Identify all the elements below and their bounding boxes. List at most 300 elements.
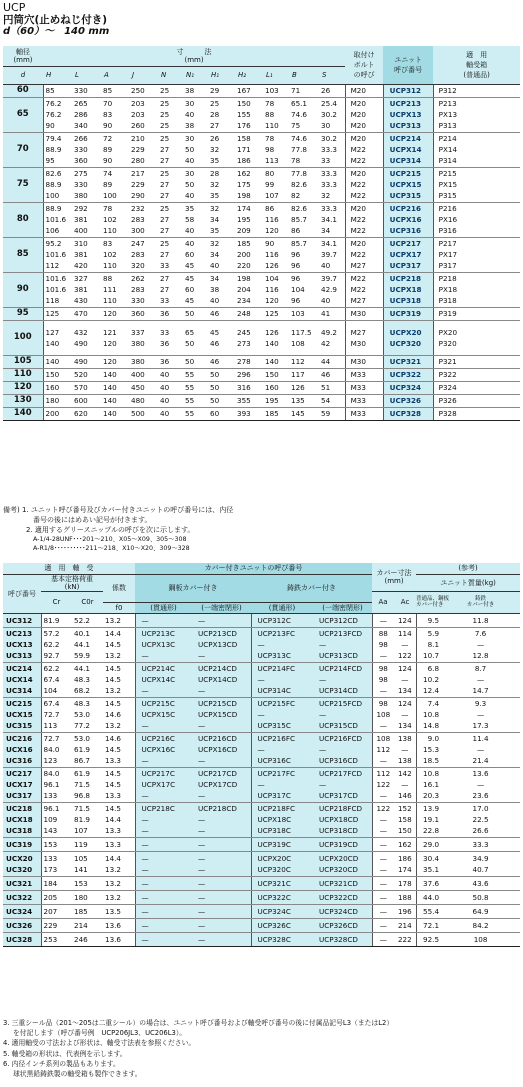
cell: M30	[345, 307, 383, 320]
cell: UCP218C — —	[135, 802, 192, 837]
bearing-no-cell: UC216 UCX16 UC316	[3, 732, 41, 767]
bearing-no-cell: UC213 UCX13 UC313	[3, 627, 41, 662]
cell: M33	[345, 368, 383, 381]
cell: 432 490	[72, 320, 101, 355]
cell: 13.2	[103, 613, 135, 627]
shaft-dia: 95	[3, 307, 43, 320]
box-cell: P215 PX15 P315	[433, 167, 520, 202]
table-row	[3, 918, 520, 932]
cell: 37.6	[416, 876, 441, 890]
cell: —	[192, 918, 251, 932]
page-header	[3, 2, 520, 38]
table-row	[3, 97, 520, 132]
cell: —	[372, 918, 394, 932]
table-row	[3, 381, 520, 394]
cell: 330	[72, 84, 101, 97]
cor-header: C0r	[72, 591, 103, 613]
cell: UCP319C	[251, 837, 313, 851]
dim-symbol-6: N₁	[183, 66, 208, 84]
cell: 140	[263, 355, 289, 368]
cell: 72.7 84.0 123	[41, 732, 72, 767]
cell: 40	[158, 407, 183, 420]
shaft-dia: 100	[3, 320, 43, 355]
cell: 112	[289, 355, 319, 368]
cell: —	[135, 932, 192, 946]
cell: 6.8 10.2 12.4	[416, 662, 441, 697]
bolt-header: 取付け ボルト の呼び	[345, 46, 383, 84]
cell: 40	[158, 394, 183, 407]
cell: UCPX20CD UCP320CD	[313, 851, 372, 876]
cell: 7.6 — 12.8	[441, 627, 520, 662]
cell: M33	[345, 407, 383, 420]
cell: 205	[41, 890, 72, 904]
cell: —	[192, 837, 251, 851]
cell: 88 111 110	[101, 272, 129, 307]
unit-no-cell: UCP215 UCPX15 UCP315	[383, 167, 433, 202]
table-row	[3, 84, 520, 97]
table-row	[3, 802, 520, 837]
cell: UCP218FC UCPX18C UCP318C	[251, 802, 313, 837]
cell: 55	[183, 368, 208, 381]
cell: 45 60 45	[183, 272, 208, 307]
cell: —	[192, 613, 251, 627]
cell: 78 88 110	[263, 97, 289, 132]
cell: 26	[319, 84, 345, 97]
cell: 185	[72, 904, 103, 918]
cell: 60	[208, 407, 235, 420]
unit-no-cell: UCP319	[383, 307, 433, 320]
shaft-dia: 85	[3, 237, 43, 272]
dim-symbol-9: L₁	[263, 66, 289, 84]
cell: 140	[101, 394, 129, 407]
dim-symbol-4: J	[129, 66, 158, 84]
dimension-table	[3, 46, 520, 421]
box-cell: P324	[433, 381, 520, 394]
dim-symbol-10: B	[289, 66, 319, 84]
cell: 33 36	[158, 320, 183, 355]
cell: 185	[263, 407, 289, 420]
cell: 17.0 22.5 26.6	[441, 802, 520, 837]
ac-header: Ac	[394, 591, 416, 613]
box-cell: P216 PX16 P316	[433, 202, 520, 237]
cell: UCP213FCD — UCP313CD	[313, 627, 372, 662]
note-line: 3. 三重シール品（201～205は二重シール）の場合は、ユニット呼び番号および軸受呼び番号の後に付属品記号L3（またはL2）	[3, 1019, 394, 1027]
cell: —	[372, 613, 394, 627]
cell: 84.2	[441, 918, 520, 932]
unit-no-cell: UCP326	[383, 394, 433, 407]
cell: 25 27 27	[158, 202, 183, 237]
cell: 103	[263, 84, 289, 97]
table-row	[3, 851, 520, 876]
cell: 125	[263, 307, 289, 320]
cell: 43.6	[441, 876, 520, 890]
table-row	[3, 932, 520, 946]
cell: 520	[72, 368, 101, 381]
cell: — —	[135, 851, 192, 876]
cell: 158 171 186	[235, 132, 263, 167]
box-cell: P321	[433, 355, 520, 368]
cell: 105 141	[72, 851, 103, 876]
table-row	[3, 627, 520, 662]
cr-header: Cr	[41, 591, 72, 613]
cell: —	[192, 890, 251, 904]
cell: 65 50	[183, 320, 208, 355]
cell: 133 173	[41, 851, 72, 876]
f0-header: f0	[103, 602, 135, 613]
cell: 160	[43, 381, 72, 394]
bearing-no-cell: UC328	[3, 932, 41, 946]
cell: 620	[72, 407, 101, 420]
cell: 28 32 35	[208, 167, 235, 202]
cell: 84.0 96.1 133	[41, 767, 72, 802]
shaft-dia: 110	[3, 368, 43, 381]
cell: —	[135, 918, 192, 932]
cell: 83 102 110	[101, 237, 129, 272]
cell: UCP214CD UCPX14CD —	[192, 662, 251, 697]
cell: 150 155 176	[235, 97, 263, 132]
bearing-no-cell: UC312	[3, 613, 41, 627]
cell: —	[372, 890, 394, 904]
cell: 44	[319, 355, 345, 368]
cell: 36	[158, 355, 183, 368]
cell: 32 34 40	[208, 237, 235, 272]
cell: 55	[183, 407, 208, 420]
cell: UCP216FCD — UCP316CD	[313, 732, 372, 767]
cell: 13.6 — 23.6	[441, 767, 520, 802]
cell: 96.1 109 143	[41, 802, 72, 837]
cell: 14.5 14.5 13.2	[103, 662, 135, 697]
note-line: 5. 軸受箱の形状は、代表例を示します。	[3, 1049, 127, 1058]
cell: 25 25 25	[158, 97, 183, 132]
cell: 32 34 35	[208, 202, 235, 237]
cell: UCP322CD	[313, 890, 372, 904]
cell: 203 203 260	[129, 97, 158, 132]
cast-cover-header: 鋳鉄カバー付き	[251, 574, 372, 602]
cell: 10.8 16.1 20.3	[416, 767, 441, 802]
bearing-no-cell: UCX20 UC320	[3, 851, 41, 876]
cell: 480	[129, 394, 158, 407]
cell: 45 46	[208, 320, 235, 355]
box-cell: P328	[433, 407, 520, 420]
cell: UCP215CD UCPX15CD —	[192, 697, 251, 732]
cell: 71	[289, 84, 319, 97]
cell: 82.6 88.9 100	[43, 167, 72, 202]
table-row	[3, 732, 520, 767]
cell: 160	[263, 381, 289, 394]
cell: 178	[394, 876, 416, 890]
cell: 46	[319, 368, 345, 381]
cell: 222	[394, 932, 416, 946]
cell: M30	[345, 355, 383, 368]
cell: 27 27 33	[158, 272, 183, 307]
cell: UCP321C	[251, 876, 313, 890]
cell: 59	[319, 407, 345, 420]
cell: 11.4 — 21.4	[441, 732, 520, 767]
cell: 78 98 113	[263, 132, 289, 167]
shaft-dia: 140	[3, 407, 43, 420]
cell: 490	[72, 355, 101, 368]
cell: UCP217FC — UCP317C	[251, 767, 313, 802]
note-line: 球状黒鉛鋳鉄製の軸受箱も製作できます。	[13, 1070, 142, 1079]
bearing-no-header: 呼び番号	[3, 574, 41, 613]
shaft-dia: 120	[3, 381, 43, 394]
shaft-dia: 130	[3, 394, 43, 407]
table-row	[3, 613, 520, 627]
closed-header-2: (一端密閉形)	[313, 602, 372, 613]
note-line: 4. 適用軸受の寸法および形状は、軸受寸法表を参照ください。	[3, 1039, 196, 1048]
cell: 26 32 35	[208, 132, 235, 167]
cell: 34.1 39.7 40	[319, 237, 345, 272]
cell: 7.4 10.8 14.8	[416, 697, 441, 732]
cell: 9.0 15.3 18.5	[416, 732, 441, 767]
cell: 40	[158, 381, 183, 394]
unit-no-cell: UCP213 UCPX13 UCP313	[383, 97, 433, 132]
cell: —	[192, 932, 251, 946]
cell: 296	[235, 368, 263, 381]
cell: 13.2	[103, 876, 135, 890]
unit-no-cell: UCP217 UCPX17 UCP317	[383, 237, 433, 272]
cell: M20 M22 M22	[345, 167, 383, 202]
cell: 81.9	[41, 613, 72, 627]
cell: 78 102 110	[101, 202, 129, 237]
cell: 50	[183, 355, 208, 368]
cell: 246	[72, 932, 103, 946]
cell: M20 M22 M22	[345, 202, 383, 237]
box-cell: P218 PX18 P318	[433, 272, 520, 307]
cell: 262 283 330	[129, 272, 158, 307]
cell: M20 M22 M22	[345, 132, 383, 167]
cell: 85	[43, 84, 72, 97]
table-row	[3, 697, 520, 732]
shaft-dia: 65	[3, 97, 43, 132]
box-cell: P326	[433, 394, 520, 407]
cell: 153	[41, 837, 72, 851]
cell: 9.5	[416, 613, 441, 627]
cell: 124	[394, 613, 416, 627]
cell: 127 140	[43, 320, 72, 355]
cell: M22 M22 M27	[345, 272, 383, 307]
cell: 196	[394, 904, 416, 918]
cell: 13.3	[103, 837, 135, 851]
cell: 30 40 38	[183, 97, 208, 132]
cell: UCP213C UCPX13C —	[135, 627, 192, 662]
dim-symbol-7: H₁	[208, 66, 235, 84]
cell: 142 — 146	[394, 767, 416, 802]
bearing-no-cell: UC217 UCX17 UC317	[3, 767, 41, 802]
cell: 104 116 120	[263, 272, 289, 307]
cell: 180	[43, 394, 72, 407]
cell: M33	[345, 394, 383, 407]
cell: 74.6 77.8 78	[289, 132, 319, 167]
cell: 162	[394, 837, 416, 851]
cell: UCP216CD UCPX16CD —	[192, 732, 251, 767]
table-row	[3, 368, 520, 381]
cell: UCP217CD UCPX17CD —	[192, 767, 251, 802]
cell: 500	[129, 407, 158, 420]
cell: 9.3 — 17.3	[441, 697, 520, 732]
table-row	[3, 407, 520, 420]
unit-no-cell: UCP216 UCPX16 UCP316	[383, 202, 433, 237]
cell: 247 283 320	[129, 237, 158, 272]
cell: 13.6	[103, 918, 135, 932]
series-code: UCP	[3, 1, 26, 14]
load-header: 基本定格荷重 (kN)	[41, 574, 103, 591]
cell: 92.5	[416, 932, 441, 946]
cell: 76.2 76.2 90	[43, 97, 72, 132]
box-header: 適 用 軸受箱 (普通品)	[433, 46, 520, 84]
cell: 14.4 14.5 13.2	[103, 627, 135, 662]
cell: 126 140	[263, 320, 289, 355]
cell: UCP213CD UCPX13CD —	[192, 627, 251, 662]
cell: 79.4 88.9 95	[43, 132, 72, 167]
cell: 61.9 71.5 96.8	[72, 767, 103, 802]
cell: UCP214FCD — UCP314CD	[313, 662, 372, 697]
box-cell: PX20 P320	[433, 320, 520, 355]
cell: 232 283 300	[129, 202, 158, 237]
cell: 140	[101, 407, 129, 420]
cell: 195	[263, 394, 289, 407]
cell: 85.7 96 96	[289, 237, 319, 272]
cell: 62.2 67.4 104	[41, 662, 72, 697]
cell: M20 M20 M20	[345, 97, 383, 132]
cell: 54	[319, 394, 345, 407]
box-cell: P319	[433, 307, 520, 320]
cell: M20 M22 M27	[345, 237, 383, 272]
bearing-no-cell: UC218 UCX18 UC318	[3, 802, 41, 837]
dim-symbol-8: H₂	[235, 66, 263, 84]
cell: 310 381 420	[72, 237, 101, 272]
table-row	[3, 355, 520, 368]
cell: 229	[41, 918, 72, 932]
cell: 98 108 —	[372, 697, 394, 732]
table-row	[3, 837, 520, 851]
cell: UCP216FC — UCP316C	[251, 732, 313, 767]
notes-2	[3, 1018, 520, 1079]
cell: 150	[263, 368, 289, 381]
dim-symbol-0: d	[3, 66, 43, 84]
cell: 265 286 340	[72, 97, 101, 132]
cell: 140	[43, 355, 72, 368]
cell: 25 27 27	[158, 167, 183, 202]
cell: —	[192, 904, 251, 918]
box-cell: P213 PX13 P313	[433, 97, 520, 132]
table-row	[3, 307, 520, 320]
table-row	[3, 876, 520, 890]
cell: 41	[319, 307, 345, 320]
cell: 38	[183, 84, 208, 97]
cell: UCP215FCD — UCP315CD	[313, 697, 372, 732]
cell: 245 273	[235, 320, 263, 355]
cell: 14.4 13.2	[103, 851, 135, 876]
cell: 51	[319, 381, 345, 394]
cell: 64.9	[441, 904, 520, 918]
cell: 30.4 35.1	[416, 851, 441, 876]
table-row	[3, 132, 520, 167]
cell: 101.6 101.6 118	[43, 272, 72, 307]
cell: 119	[72, 837, 103, 851]
cell: 13.5	[103, 904, 135, 918]
cell: 33.3	[441, 837, 520, 851]
cell: 188	[394, 890, 416, 904]
cell: 198 204 234	[235, 272, 263, 307]
steel-cover-header: 鋼板カバー付き	[135, 574, 251, 602]
series-subtitle: 円筒穴(止めねじ付き)	[3, 14, 108, 26]
cell: 266 330 360	[72, 132, 101, 167]
note-line: 6. 内径インチ系列の製品もあります。	[3, 1059, 120, 1068]
cell: UCP218CD — —	[192, 802, 251, 837]
cell: 88 98 —	[372, 627, 394, 662]
table-row	[3, 767, 520, 802]
cell: 162 175 198	[235, 167, 263, 202]
table-row	[3, 167, 520, 202]
cell: 90 116 126	[263, 237, 289, 272]
cell: 184	[41, 876, 72, 890]
shaft-dia: 80	[3, 202, 43, 237]
note-line: を付記します（呼び番号例 UCP206JL3、UC206L3）。	[13, 1029, 187, 1038]
table-row	[3, 237, 520, 272]
cell: UCP312CD	[313, 613, 372, 627]
cell: 40.1 44.1 59.9	[72, 627, 103, 662]
cell: 103	[289, 307, 319, 320]
cell: 360	[129, 307, 158, 320]
cell: 55.4	[416, 904, 441, 918]
cell: 40 60 45	[183, 237, 208, 272]
cell: 67.4 72.7 113	[41, 697, 72, 732]
cell: 327 381 430	[72, 272, 101, 307]
cell: UCPX20C UCP320C	[251, 851, 313, 876]
cell: 210 229 280	[129, 132, 158, 167]
mass-std-header: 普通品、鋼板 カバー付き	[416, 591, 441, 613]
cell: UCP319CD	[313, 837, 372, 851]
aa-header: Aa	[372, 591, 394, 613]
bearing-no-cell: UC215 UCX15 UC315	[3, 697, 41, 732]
box-cell: P217 PX17 P317	[433, 237, 520, 272]
cell: 85	[101, 84, 129, 97]
unit-no-cell: UCP322	[383, 368, 433, 381]
table-row	[3, 320, 520, 355]
cell: 250	[129, 84, 158, 97]
cell: 217 229 290	[129, 167, 158, 202]
unit-no-cell: UCP218 UCPX18 UCP318	[383, 272, 433, 307]
shaft-dia: 70	[3, 132, 43, 167]
cell: 167	[235, 84, 263, 97]
cell: 77.8 82.6 82	[289, 167, 319, 202]
cell: 153	[72, 876, 103, 890]
through-header-1: (貫通形)	[135, 602, 192, 613]
notes-1: 備考) 1. ユニット呼び番号及びカバー付きユニットの呼び番号には、内径 番号の後にはめあい記号が付きます。 2. 適用するグリースニップルの呼びを次に示します。 A-1/4-28UNF･･･201～210、X05～X09、305～308 A-R1/8･･････････211～218、X10～X20、309～328	[3, 506, 234, 552]
cell: 48.3 53.0 77.2	[72, 697, 103, 732]
cell: 50.8	[441, 890, 520, 904]
cell: 114 — 122	[394, 627, 416, 662]
cell: UCP214C UCPX14C —	[135, 662, 192, 697]
cell: 14.5 14.5 13.3	[103, 767, 135, 802]
cell: 140	[101, 368, 129, 381]
cell: 8.7 — 14.7	[441, 662, 520, 697]
cell: 30.2 33.3 33	[319, 132, 345, 167]
cell: 112 122 —	[372, 767, 394, 802]
cell: 393	[235, 407, 263, 420]
cover-unit-header: カバー付きユニットの呼び番号	[135, 563, 372, 574]
cell: 380	[129, 355, 158, 368]
cell: 72 89 90	[101, 132, 129, 167]
unit-no-cell: UCPX20 UCP320	[383, 320, 433, 355]
cell: 25.4 30.2 30	[319, 97, 345, 132]
box-cell: P322	[433, 368, 520, 381]
cell: 65.1 74.6 75	[289, 97, 319, 132]
cell: 570	[72, 381, 101, 394]
bearing-table	[3, 563, 520, 947]
cell: UCP321CD	[313, 876, 372, 890]
